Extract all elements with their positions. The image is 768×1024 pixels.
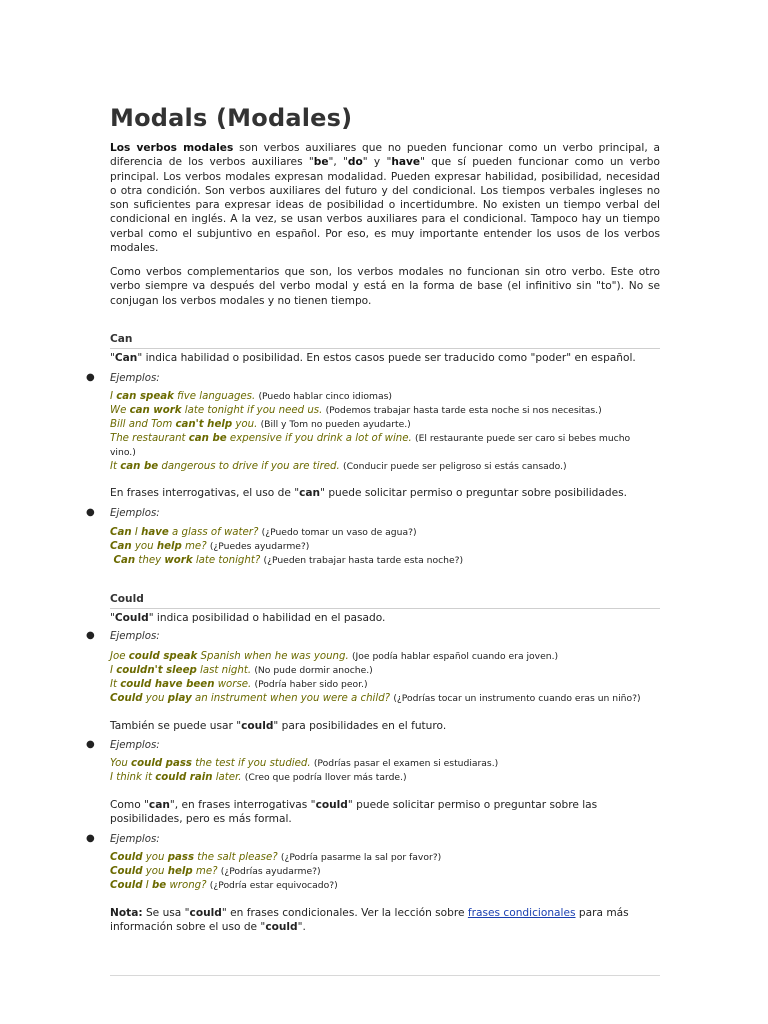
example-en: worse. [214, 679, 255, 690]
example-en: You [110, 758, 132, 769]
example-en: you [142, 852, 168, 863]
example-line [110, 554, 463, 568]
example-modal: Could [110, 866, 143, 877]
example-en: you. [232, 419, 261, 430]
can-question-intro [110, 487, 627, 499]
example-en: It [110, 679, 121, 690]
could-future-intro [110, 720, 446, 732]
example-line [110, 650, 558, 664]
term-be: be [313, 156, 329, 169]
example-translation: (¿Podría pasarme la sal por favor?) [280, 852, 442, 863]
example-verb: play [167, 693, 192, 704]
example-en: late tonight? [192, 555, 264, 566]
example-modal: could rain [155, 772, 213, 783]
example-line [110, 460, 567, 474]
text: Se usa " [142, 907, 190, 919]
example-translation: (Podría haber sido peor.) [254, 679, 368, 690]
intro-paragraph-1 [110, 141, 660, 255]
example-en: It [110, 461, 121, 472]
text: información sobre el uso de " [110, 921, 266, 933]
bullet: ● [86, 739, 95, 750]
example-en: late tonight if you need us. [181, 405, 326, 416]
can-definition [110, 352, 636, 364]
example-line [110, 404, 602, 418]
text: En frases interrogativas, el uso de " [110, 487, 300, 499]
example-en: I think it [110, 772, 156, 783]
example-en: you [142, 693, 168, 704]
example-modal: Could [110, 852, 143, 863]
term-can: can [148, 799, 170, 811]
intro-text: son verbos auxiliares que no pueden funcionar como un verbo principal, a diferencia de los verbos auxiliares " [110, 142, 660, 169]
example-translation: (¿Puedo tomar un vaso de agua?) [261, 527, 417, 538]
example-translation: vino.) [110, 447, 136, 458]
example-en: the test if you studied. [191, 758, 314, 769]
term-have: have [391, 156, 421, 169]
term-could: could [265, 921, 298, 933]
example-modal: Can [110, 555, 136, 566]
intro-text: " y " [362, 156, 392, 169]
example-line [110, 678, 368, 692]
example-modal: Could [110, 880, 143, 891]
example-en: wrong? [166, 880, 210, 891]
term-could: Could [114, 612, 149, 624]
example-line [110, 390, 392, 404]
example-line [110, 879, 338, 893]
example-en: I [110, 665, 117, 676]
text: " puede solicitar permiso o preguntar sobre las [347, 799, 598, 811]
example-en: a glass of water? [168, 527, 262, 538]
example-translation: (El restaurante puede ser caro si bebes mucho [414, 433, 631, 444]
example-en: expensive if you drink a lot of wine. [226, 433, 415, 444]
example-line [110, 540, 309, 554]
intro-paragraph-2: Como verbos complementarios que son, los verbos modales no funcionan sin otro verbo. Este otro verbo siempre va después del verbo modal y está en la forma de base (el infinitivo sin "to"). No se conjugan los verbos modales y no tienen tiempo. [110, 266, 660, 307]
example-en: you [131, 541, 157, 552]
example-en: I [131, 527, 142, 538]
example-en: the salt please? [194, 852, 281, 863]
example-modal: can be [188, 433, 227, 444]
example-verb: help [167, 866, 193, 877]
text: ". [297, 921, 306, 933]
example-en: The restaurant [110, 433, 189, 444]
text: ", en frases interrogativas " [169, 799, 316, 811]
text: " para posibilidades en el futuro. [273, 720, 447, 732]
text: para más [575, 907, 629, 919]
could-question-intro-line2: posibilidades, pero es más formal. [110, 813, 292, 825]
example-line [110, 526, 417, 540]
example-en: We [110, 405, 130, 416]
example-translation: (Podemos trabajar hasta tarde esta noche si nos necesitas.) [325, 405, 602, 416]
example-modal: could have been [120, 679, 215, 690]
could-definition [110, 612, 385, 624]
bullet: ● [86, 833, 95, 844]
section-heading-can: Can [110, 333, 660, 349]
example-line [110, 771, 407, 785]
intro-text: " que sí pueden funcionar como un verbo principal. Los verbos modales expresan modalidad. Pueden expresar habilidad, posibilidad, necesidad o otra condición. Son verbos auxiliares del futuro y del condicional. Los tiempos verbales ingleses no son suficientes para expresar ideas de posibilidad o incertidumbre. No existen un tiempo verbal del condicional en inglés. A la vez, se usan verbos auxiliares para el condicional. Tampoco hay un tiempo verbal como el subjuntivo en español. Por eso, es muy importante entender los usos de los verbos modales. [110, 156, 661, 255]
example-translation: (No pude dormir anoche.) [254, 665, 373, 676]
example-modal: can speak [116, 391, 174, 402]
term-do: do [347, 156, 363, 169]
footer-divider [110, 975, 660, 976]
text: También se puede usar " [110, 720, 242, 732]
example-translation: (¿Podrías tocar un instrumento cuando eras un niño?) [393, 693, 641, 704]
example-modal: can work [129, 405, 182, 416]
term-can: Can [114, 352, 138, 364]
example-en: me? [192, 866, 221, 877]
section-heading-could: Could [110, 593, 660, 609]
example-translation: (¿Podría estar equivocado?) [209, 880, 338, 891]
text: " en frases condicionales. Ver la lección sobre [221, 907, 468, 919]
bullet: ● [86, 507, 95, 518]
examples-label: Ejemplos: [110, 631, 160, 642]
example-modal: Could [110, 693, 143, 704]
note-line2 [110, 921, 306, 933]
example-verb: be [152, 880, 167, 891]
example-modal: could speak [128, 651, 198, 662]
example-translation: (Puedo hablar cinco idiomas) [258, 391, 392, 402]
page-title: Modals (Modales) [110, 104, 353, 132]
example-modal: can't help [175, 419, 233, 430]
definition-text: " indica posibilidad o habilidad en el pasado. [148, 612, 386, 624]
example-line [110, 664, 373, 678]
example-en: Bill and Tom [110, 419, 176, 430]
example-en: Joe [110, 651, 129, 662]
example-translation: (¿Puedes ayudarme?) [209, 541, 310, 552]
conditional-sentences-link[interactable]: frases condicionales [467, 907, 576, 919]
example-translation: (¿Podrías ayudarme?) [220, 866, 321, 877]
example-en: you [142, 866, 168, 877]
example-en: Spanish when he was young. [197, 651, 352, 662]
quote: " [110, 352, 115, 364]
example-translation: (Bill y Tom no pueden ayudarte.) [260, 419, 411, 430]
examples-label: Ejemplos: [110, 373, 160, 384]
term-can: can [299, 487, 321, 499]
bullet: ● [86, 630, 95, 641]
example-translation: (Creo que podría llover más tarde.) [244, 772, 407, 783]
example-en: me? [181, 541, 210, 552]
example-modal: Can [110, 541, 132, 552]
examples-label: Ejemplos: [110, 834, 160, 845]
term-could: could [241, 720, 274, 732]
example-verb: work [164, 555, 193, 566]
example-modal: can be [120, 461, 159, 472]
examples-label: Ejemplos: [110, 508, 160, 519]
example-translation: (Conducir puede ser peligroso si estás cansado.) [343, 461, 567, 472]
example-line [110, 865, 321, 879]
examples-label: Ejemplos: [110, 740, 160, 751]
example-line [110, 432, 630, 446]
could-question-intro [110, 799, 597, 811]
text: " puede solicitar permiso o preguntar sobre posibilidades. [320, 487, 628, 499]
intro-lead: Los verbos modales [110, 142, 234, 154]
text: Como " [110, 799, 149, 811]
example-verb: help [156, 541, 182, 552]
example-modal: Can [110, 527, 132, 538]
example-en: five languages. [173, 391, 259, 402]
example-en: later. [212, 772, 245, 783]
example-translation: (¿Pueden trabajar hasta tarde esta noche?) [263, 555, 464, 566]
example-line [110, 418, 411, 432]
definition-text: " indica habilidad o posibilidad. En estos casos puede ser traducido como "poder" en español. [137, 352, 636, 364]
bullet: ● [86, 372, 95, 383]
note-line [110, 907, 629, 919]
example-line [110, 757, 498, 771]
example-en: I [142, 880, 152, 891]
example-en: they [135, 555, 165, 566]
example-en: dangerous to drive if you are tired. [158, 461, 343, 472]
example-verb: have [141, 527, 169, 538]
example-translation: (Podrías pasar el examen si estudiaras.) [313, 758, 499, 769]
example-en: I [110, 391, 117, 402]
intro-text: ", " [328, 156, 348, 169]
example-translation: (Joe podía hablar español cuando era joven.) [351, 651, 559, 662]
example-modal: couldn't sleep [116, 665, 197, 676]
example-en: last night. [196, 665, 255, 676]
example-en: an instrument when you were a child? [191, 693, 394, 704]
example-line [110, 692, 641, 706]
example-line [110, 851, 441, 865]
example-verb: pass [167, 852, 195, 863]
term-could: could [315, 799, 348, 811]
note-label: Nota: [110, 907, 143, 919]
quote: " [110, 612, 115, 624]
term-could: could [189, 907, 222, 919]
example-modal: could pass [131, 758, 192, 769]
example-line-continued [110, 446, 136, 460]
